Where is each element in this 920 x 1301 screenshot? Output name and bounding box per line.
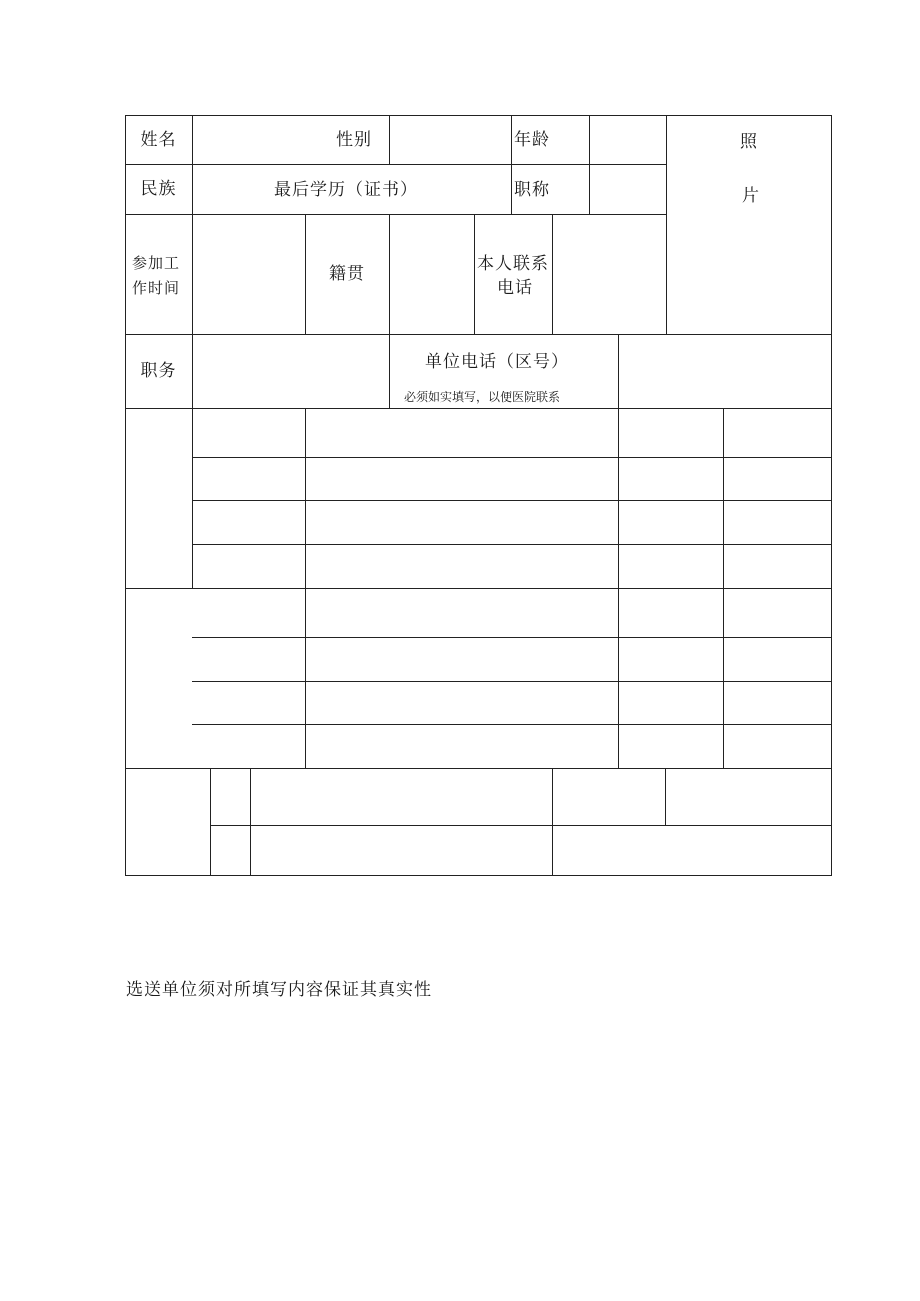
application-form-table [125,115,832,876]
title-label: 职称 [514,180,550,200]
education-row-3[interactable] [193,545,832,588]
photo-label-1: 照 [740,132,758,152]
phone-label-2: 电话 [497,278,533,298]
unit-phone-note: 必须如实填写，以便医院联系 [404,390,561,404]
age-label: 年龄 [514,130,550,150]
age-field[interactable] [590,116,665,163]
gender-label: 性别 [336,130,372,150]
unit-phone-label: 单位电话（区号） [425,352,569,372]
work-start-label-2: 作时间 [132,279,181,297]
education-side-label-clip [126,577,192,588]
work-row-3[interactable] [193,725,832,768]
phone-label-1: 本人联系 [477,254,549,274]
phone-field[interactable] [553,215,665,333]
register-time-field[interactable] [666,769,831,825]
gender-field[interactable] [390,116,510,163]
work-row-1[interactable] [193,638,832,681]
photo-label-2: 片 [742,186,760,206]
education-label: 最后学历（证书） [274,180,418,200]
education-row-2[interactable] [193,501,832,544]
work-start-label-1: 参加工 [132,254,181,272]
footer-statement: 选送单位须对所填写内容保证其真实性 [126,980,432,1000]
position-label: 职务 [140,361,177,381]
name-label: 姓名 [140,129,177,150]
education-field[interactable] [415,165,510,213]
native-place-field[interactable] [390,215,473,333]
name-field[interactable] [193,116,333,163]
position-field[interactable] [193,335,388,407]
work-start-field[interactable] [193,215,304,333]
native-place-label: 籍贯 [329,264,365,284]
education-row-1[interactable] [193,458,832,500]
title-field[interactable] [590,165,665,213]
unit-phone-field[interactable] [619,335,831,407]
ethnicity-label: 民族 [140,179,177,199]
work-row-2[interactable] [193,682,832,724]
